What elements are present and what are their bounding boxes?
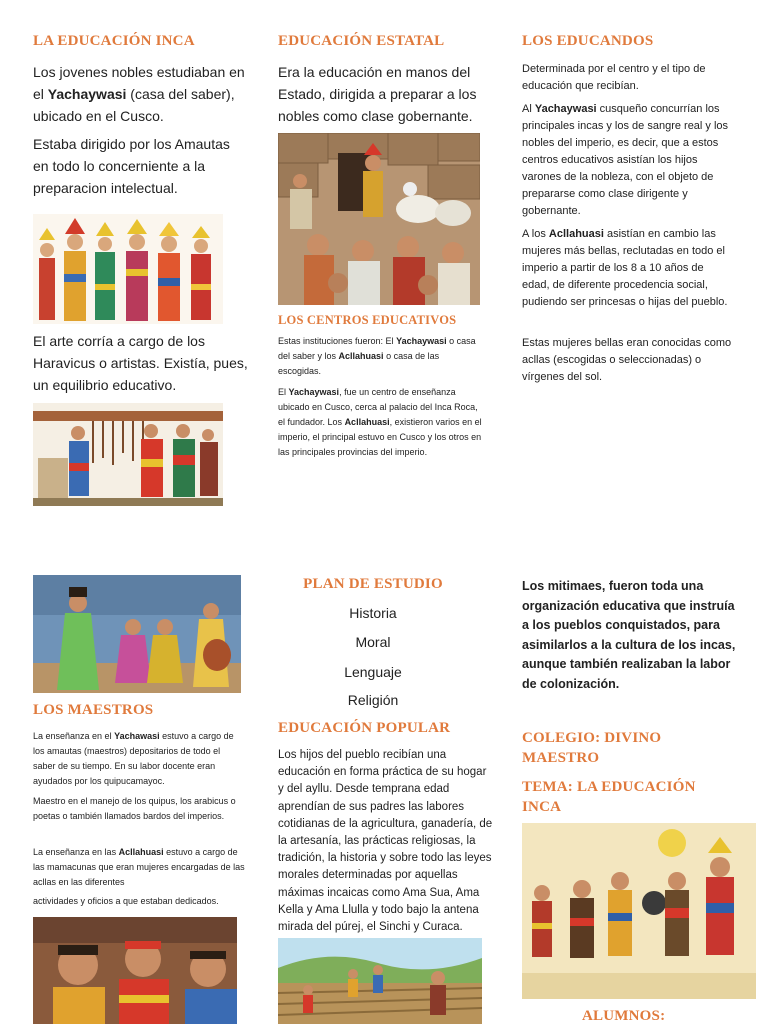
paragraph-jovenes-nobles — [33, 61, 248, 127]
paragraph-mujeres-bellas: Estas mujeres bellas eran conocidas como acllas (escogidas o seleccionadas) o vírgenes del sol. — [522, 337, 732, 383]
haravicus-artists-illustration — [33, 403, 223, 506]
paragraph-arte-haravicus: El arte corría a cargo de los Haravicus o artistas. Existía, pues, un equilibrio educativo. — [33, 333, 248, 393]
text-segment: El — [278, 387, 289, 397]
heading-los-educandos: LOS EDUCANDOS — [522, 33, 654, 49]
yachaywasi-class-illustration — [278, 133, 480, 305]
paragraph-educacion-estado: Era la educación en manos del Estado, dirigida a preparar a los nobles como clase gobernante. — [278, 64, 477, 124]
plan-item-lenguaje: Lenguaje — [344, 664, 402, 680]
text-segment: o casa de las escogidas. — [278, 351, 440, 376]
bold-term-acllahuasi: Acllahuasi — [548, 228, 604, 240]
paragraph-amautas: Estaba dirigido por los Amautas en todo lo concerniente a la preparacion intelectual. — [33, 136, 230, 196]
heading-los-maestros: LOS MAESTROS — [33, 702, 154, 718]
heading-educacion-popular: EDUCACIÓN POPULAR — [278, 720, 451, 736]
bold-term-yachaywasi: Yachaywasi — [396, 336, 447, 346]
agriculture-illustration — [278, 938, 482, 1024]
bold-term-acllahuasi: Acllahuasi — [344, 417, 390, 427]
tema-educacion-inca: TEMA: LA EDUCACIÓN INCA — [522, 779, 696, 815]
text-segment: Al — [522, 103, 535, 115]
inca-celebration-illustration — [522, 823, 756, 999]
bold-term-acllahuasi: Acllahuasi — [118, 847, 164, 857]
text-segment: La enseñanza en el — [33, 731, 115, 741]
plan-item-religion: Religión — [347, 692, 399, 708]
text-segment: , fue un centro de enseñanza ubicado en Cusco, cerca al palacio del Inca Roca, el fundador. Los — [278, 387, 478, 427]
text-segment: asistían en cambio las mujeres más bellas, reclutadas en todo el imperio a partir de los 8 a 10 años de edad, de diferente procedencia social, pudiendo ser princesas o hijas del pueblo. — [522, 228, 728, 308]
text-segment: Estas instituciones fueron: El — [278, 336, 397, 346]
paragraph-quipus: Maestro en el manejo de los quipus, los arabicus o poetas o también llamados bardos del imperios. — [33, 796, 236, 821]
heading-educacion-estatal: EDUCACIÓN ESTATAL — [278, 33, 445, 49]
paragraph-actividades: actividades y oficios a que estaban dedicados. — [33, 896, 219, 906]
text-segment: A los — [522, 228, 549, 240]
text-segment: Los jovenes nobles estudiaban en el — [33, 64, 245, 102]
bold-term-yachawasi: Yachawasi — [114, 731, 160, 741]
text-segment: cusqueño concurrían los principales incas y los de sangre real y los nobles del imperio, es decir, que a estos centros educativos asistían los hijos varones de la nobleza, con el objeto de prepararse como clase dirigente y gobernante. — [522, 103, 729, 217]
plan-item-historia: Historia — [349, 605, 397, 621]
paragraph-determinada: Determinada por el centro y el tipo de educación que recibían. — [522, 63, 706, 92]
text-segment: estuvo a cargo de las mamacunas que eran mujeres encargadas de las acllas en las diferentes — [33, 847, 245, 887]
inca-nobles-illustration — [33, 214, 223, 324]
heading-plan-de-estudio: PLAN DE ESTUDIO — [303, 576, 443, 592]
colegio-divino-maestro: COLEGIO: DIVINO MAESTRO — [522, 730, 662, 766]
bold-term-acllahuasi: Acllahuasi — [338, 351, 384, 361]
heading-centros-educativos: LOS CENTROS EDUCATIVOS — [278, 313, 457, 327]
paragraph-yachaywasi-centro — [278, 385, 483, 460]
bold-term-yachaywasi: Yachaywasi — [534, 103, 597, 115]
maestros-students-illustration — [33, 917, 237, 1024]
bold-term-yachaywasi: Yachaywasi — [288, 387, 340, 397]
heading-educacion-inca: LA EDUCACIÓN INCA — [33, 33, 195, 49]
text-segment: estuvo a cargo de los amautas (maestros) depositarios de todo el saber de su tiempo. En su labor docente eran ayudados por los quipucamayoc. — [33, 731, 234, 786]
acllahuasi-women-illustration — [33, 575, 241, 693]
paragraph-instituciones — [278, 334, 483, 379]
alumnos-label: ALUMNOS: — [582, 1008, 666, 1024]
paragraph-acllahuasi-mujeres — [522, 226, 732, 311]
paragraph-hijos-del-pueblo: Los hijos del pueblo recibían una educación en forma práctica de su hogar y del ayllu. Desde temprana edad aprendían de sus padres las labores cotidianas de la agricultura, ganadería, de la artesanía, las prácticas religiosas, la tradición, la historia y sobre todo las leyes morales determinadas por aquellas máximas incaicas como Ama Sua, Ama Kella y Ama Llulla y todo bajo la antena mirada del púrej, el Sinchi y Curaca. — [278, 749, 493, 934]
paragraph-mitimaes: Los mitimaes, fueron toda una organización educativa que instruía a los pueblos conquistados, para asimilarlos a la cultura de los incas, aunque también realizaban la labor de colonización. — [522, 579, 736, 691]
text-segment: , existieron varios en el imperio, el principal estuvo en Cusco y los otros en las principales provincias del imperio. — [278, 417, 482, 457]
paragraph-ensenanza-yachawasi — [33, 729, 245, 789]
plan-item-moral: Moral — [355, 634, 391, 650]
text-segment: o casa del saber y los — [278, 336, 476, 361]
paragraph-yachaywasi-cusqueno — [522, 101, 732, 220]
bold-term-yachaywasi: Yachaywasi — [47, 86, 127, 102]
text-segment: (casa del saber), ubicado en el Cusco. — [33, 86, 235, 124]
paragraph-ensenanza-acllahuasi — [33, 845, 245, 890]
text-segment: La enseñanza en las — [33, 847, 119, 857]
